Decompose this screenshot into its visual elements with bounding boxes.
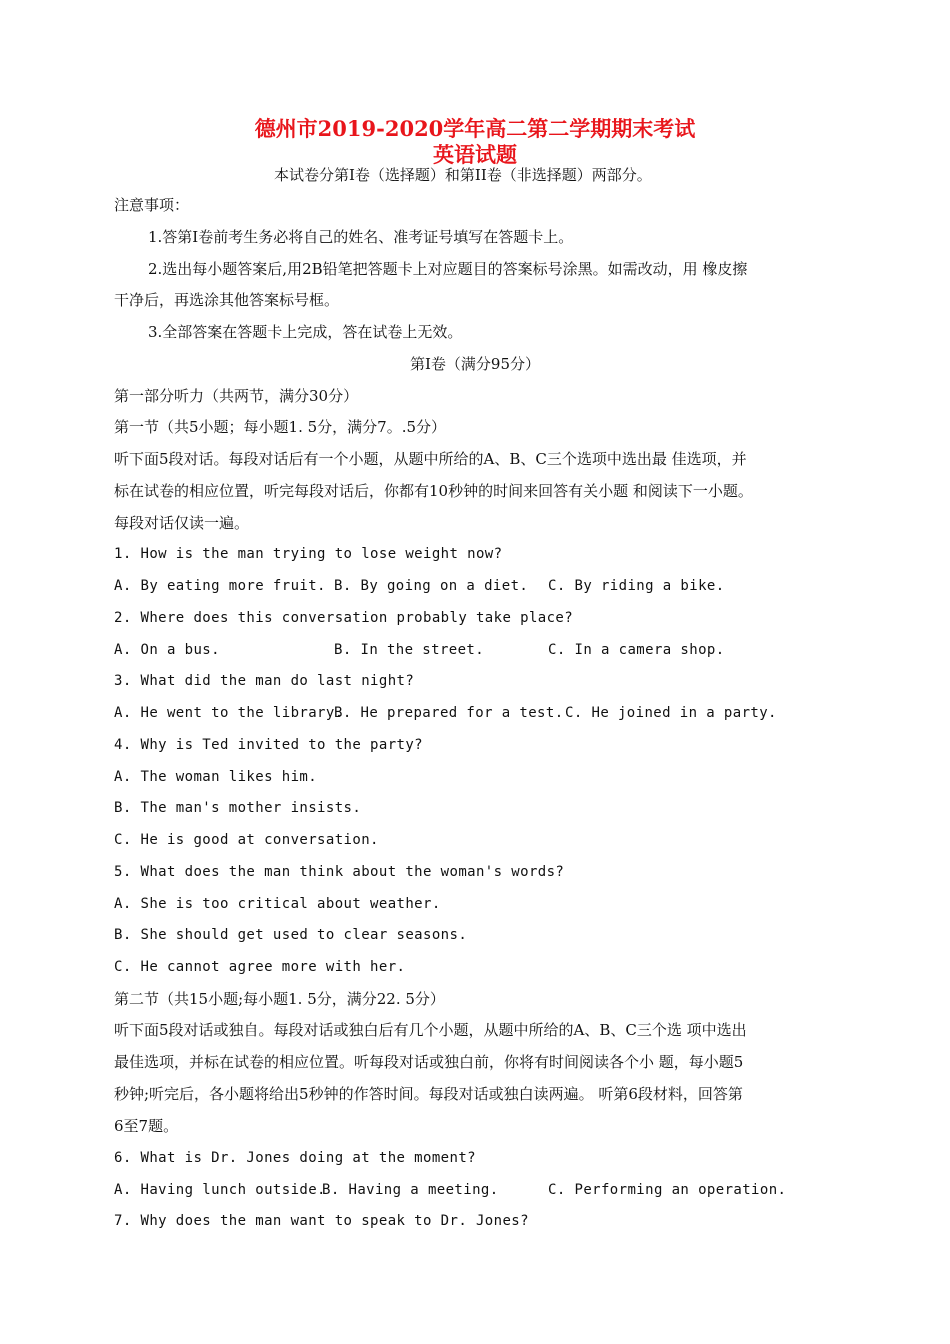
notes-heading: 注意事项： (114, 196, 190, 214)
question-4: 4. Why is Ted invited to the party? (114, 737, 424, 753)
question-3-option-a: A. He went to the library. (114, 705, 344, 721)
subsection-2-instructions: 听下面5段对话或独自。每段对话或独白后有几个小题，从题中所给的A、B、C三个选 项中选出 (114, 1021, 747, 1039)
question-2: 2. Where does this conversation probably take place? (114, 610, 574, 626)
question-4-option-a: A. The woman likes him. (114, 769, 318, 785)
question-7: 7. Why does the man want to speak to Dr. Jones? (114, 1213, 529, 1229)
question-6-option-b: B. Having a meeting. (322, 1182, 499, 1198)
question-5-option-a: A. She is too critical about weather. (114, 896, 441, 912)
question-6-option-a: A. Having lunch outside. (114, 1182, 326, 1198)
question-1-option-b: B. By going on a diet. (334, 578, 529, 594)
question-3: 3. What did the man do last night? (114, 673, 415, 689)
question-6-option-c: C. Performing an operation. (548, 1182, 787, 1198)
subsection-1-instructions: 听下面5段对话。每段对话后有一个小题，从题中所给的A、B、C三个选项中选出最 佳选项，并 (114, 450, 747, 468)
exam-subtitle: 英语试题 (433, 142, 517, 167)
question-4-option-c: C. He is good at conversation. (114, 832, 379, 848)
subsection-2-instructions-cont: 最佳选项，并标在试卷的相应位置。听每段对话或独白前，你将有时间阅读各个小 题，每小题5 (114, 1053, 744, 1071)
notes-item-2-cont: 干净后，再选涂其他答案标号框。 (114, 291, 340, 309)
subsection-1-instructions-cont: 标在试卷的相应位置，听完每段对话后，你都有10秒钟的时间来回答有关小题 和阅读下一小题。 (114, 482, 753, 500)
subsection-2-instructions-cont2: 秒钟;听完后，各小题将给出5秒钟的作答时间。每段对话或独白读两遍。 听第6段材料，回答第 (114, 1085, 743, 1103)
notes-item-3: 3.全部答案在答题卡上完成，答在试卷上无效。 (148, 323, 463, 341)
question-3-option-c: C. He joined in a party. (565, 705, 777, 721)
question-1-option-a: A. By eating more fruit. (114, 578, 326, 594)
subsection-1-instructions-end: 每段对话仅读一遍。 (114, 514, 250, 532)
question-5: 5. What does the man think about the woman's words? (114, 864, 565, 880)
question-2-option-b: B. In the street. (334, 642, 485, 658)
section-heading: 第一部分听力（共两节，满分30分） (114, 387, 359, 405)
question-4-option-b: B. The man's mother insists. (114, 800, 362, 816)
question-5-option-b: B. She should get used to clear seasons. (114, 927, 468, 943)
question-1-option-c: C. By riding a bike. (548, 578, 725, 594)
subsection-2-instructions-end: 6至7题。 (114, 1117, 179, 1135)
exam-intro: 本试卷分第I卷（选择题）和第II卷（非选择题）两部分。 (274, 166, 652, 184)
volume-heading: 第I卷（满分95分） (409, 355, 540, 373)
notes-item-1: 1.答第I卷前考生务必将自己的姓名、准考证号填写在答题卡上。 (148, 228, 574, 246)
question-2-option-c: C. In a camera shop. (548, 642, 725, 658)
subsection-2-heading: 第二节（共15小题;每小题1. 5分，满分22. 5分） (114, 990, 445, 1008)
question-1: 1. How is the man trying to lose weight now? (114, 546, 503, 562)
question-3-option-b: B. He prepared for a test. (334, 705, 564, 721)
subsection-1-heading: 第一节（共5小题；每小题1. 5分，满分7。.5分） (114, 418, 447, 436)
question-2-option-a: A. On a bus. (114, 642, 220, 658)
question-6: 6. What is Dr. Jones doing at the moment? (114, 1150, 476, 1166)
question-5-option-c: C. He cannot agree more with her. (114, 959, 406, 975)
notes-item-2: 2.选出每小题答案后,用2B铅笔把答题卡上对应题目的答案标号涂黑。如需改动，用 橡皮擦 (148, 260, 748, 278)
exam-title: 德州市2019-2020学年高二第二学期期末考试 (254, 116, 696, 141)
